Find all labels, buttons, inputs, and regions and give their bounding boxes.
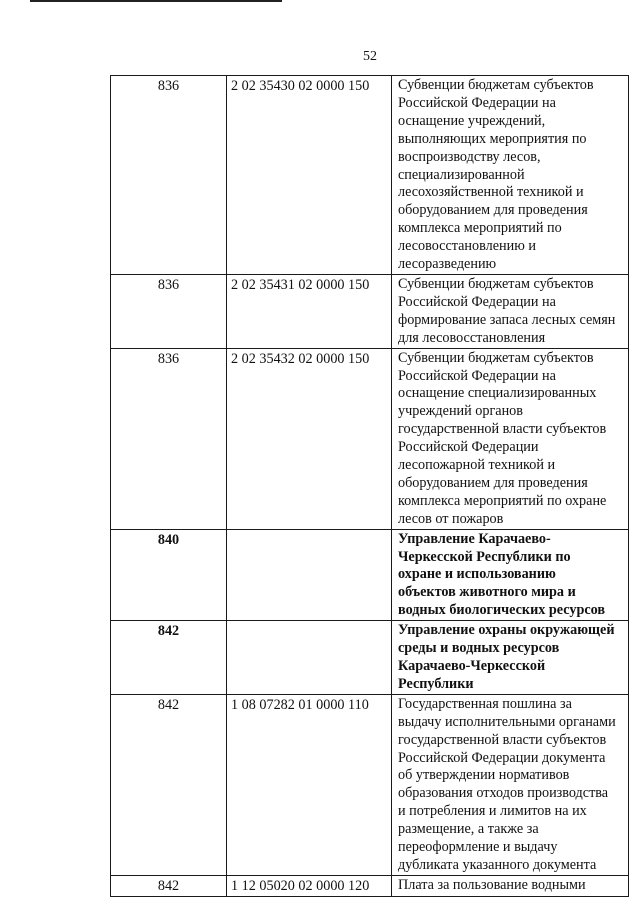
admin-code-cell: 836 — [111, 348, 227, 529]
description-line: оснащение учреждений, — [398, 112, 546, 129]
page-number: 52 — [363, 49, 377, 64]
budget-code-cell: 1 08 07282 01 0000 110 — [227, 694, 392, 875]
description-line: охране и использованию — [398, 566, 556, 583]
description-line: комплекса мероприятий по — [398, 220, 562, 237]
budget-code-cell: 1 12 05020 02 0000 120 — [227, 875, 392, 896]
description-line: для лесовосстановления — [398, 329, 546, 346]
description-line: и потребления и лимитов на их — [398, 803, 587, 820]
description-line: среды и водных ресурсов — [398, 640, 560, 657]
description-line: оборудованием для проведения — [398, 474, 588, 491]
table-row — [111, 529, 629, 621]
description-line: Субвенции бюджетам субъектов — [398, 77, 594, 93]
admin-code-cell: 836 — [111, 76, 227, 275]
description-line: водных биологических ресурсов — [398, 602, 606, 619]
budget-code-cell: 2 02 35430 02 0000 150 — [227, 76, 392, 275]
description-line: лесовосстановлению и — [398, 238, 536, 255]
description-line: государственной власти субъектов — [398, 731, 607, 748]
description-line: дубликата указанного документа — [398, 856, 597, 873]
description-line: формирование запаса лесных семян — [398, 311, 616, 328]
description-line: размещение, а также за — [398, 821, 539, 838]
budget-code-cell — [227, 529, 392, 621]
description-line: воспроизводству лесов, — [398, 148, 541, 165]
description-line: государственной власти субъектов — [398, 421, 607, 438]
description-cell — [392, 529, 629, 621]
description-cell — [392, 875, 629, 896]
table-row — [111, 694, 629, 875]
table-row — [111, 76, 629, 275]
table-row — [111, 875, 629, 896]
description-line: Управление охраны окружающей — [398, 622, 615, 639]
description-line: объектов животного мира и — [398, 584, 576, 601]
description-line: комплекса мероприятий по охране — [398, 492, 607, 509]
description-line: лесоразведению — [398, 256, 497, 273]
description-line: Государственная пошлина за — [398, 695, 572, 712]
description-line: Субвенции бюджетам субъектов — [398, 275, 594, 292]
table-row — [111, 621, 629, 695]
description-cell — [392, 274, 629, 348]
description-line: лесохозяйственной техникой и — [398, 184, 584, 201]
description-line: лесов от пожаров — [398, 510, 504, 527]
description-line: Российской Федерации документа — [398, 749, 606, 766]
budget-code-cell: 2 02 35432 02 0000 150 — [227, 348, 392, 529]
header-rule — [30, 0, 282, 2]
admin-code-cell: 842 — [111, 621, 227, 695]
admin-code-cell: 836 — [111, 274, 227, 348]
description-cell — [392, 76, 629, 275]
budget-classification-table — [110, 75, 629, 897]
budget-code-cell: 2 02 35431 02 0000 150 — [227, 274, 392, 348]
description-line: учреждений органов — [398, 403, 523, 420]
description-line: Субвенции бюджетам субъектов — [398, 349, 594, 366]
description-line: оборудованием для проведения — [398, 202, 588, 219]
description-line: Российской Федерации на — [398, 94, 556, 111]
table-row — [111, 274, 629, 348]
description-line: Российской Федерации — [398, 439, 539, 456]
admin-code-cell: 842 — [111, 694, 227, 875]
description-line: специализированной — [398, 166, 525, 183]
budget-code-cell — [227, 621, 392, 695]
description-cell — [392, 621, 629, 695]
description-line: Черкесской Республики по — [398, 548, 571, 565]
description-line: образования отходов производства — [398, 785, 609, 802]
description-line: выдачу исполнительными органами — [398, 713, 616, 730]
admin-code-cell: 842 — [111, 875, 227, 896]
description-line: Управление Карачаево- — [398, 530, 551, 547]
description-line: выполняющих мероприятия по — [398, 130, 587, 147]
description-line: лесопожарной техникой и — [398, 457, 556, 474]
description-line: Республики — [398, 675, 474, 692]
admin-code-cell: 840 — [111, 529, 227, 621]
description-line: Карачаево-Черкесской — [398, 658, 546, 674]
description-line: Плата за пользование водными — [398, 876, 586, 893]
table-row — [111, 348, 629, 529]
description-line: об утверждении нормативов — [398, 767, 570, 784]
description-line: переоформление и выдачу — [398, 839, 558, 856]
description-line: оснащение специализированных — [398, 385, 597, 402]
description-line: Российской Федерации на — [398, 293, 556, 310]
description-cell — [392, 694, 629, 875]
description-line: Российской Федерации на — [398, 367, 556, 384]
description-cell — [392, 348, 629, 529]
